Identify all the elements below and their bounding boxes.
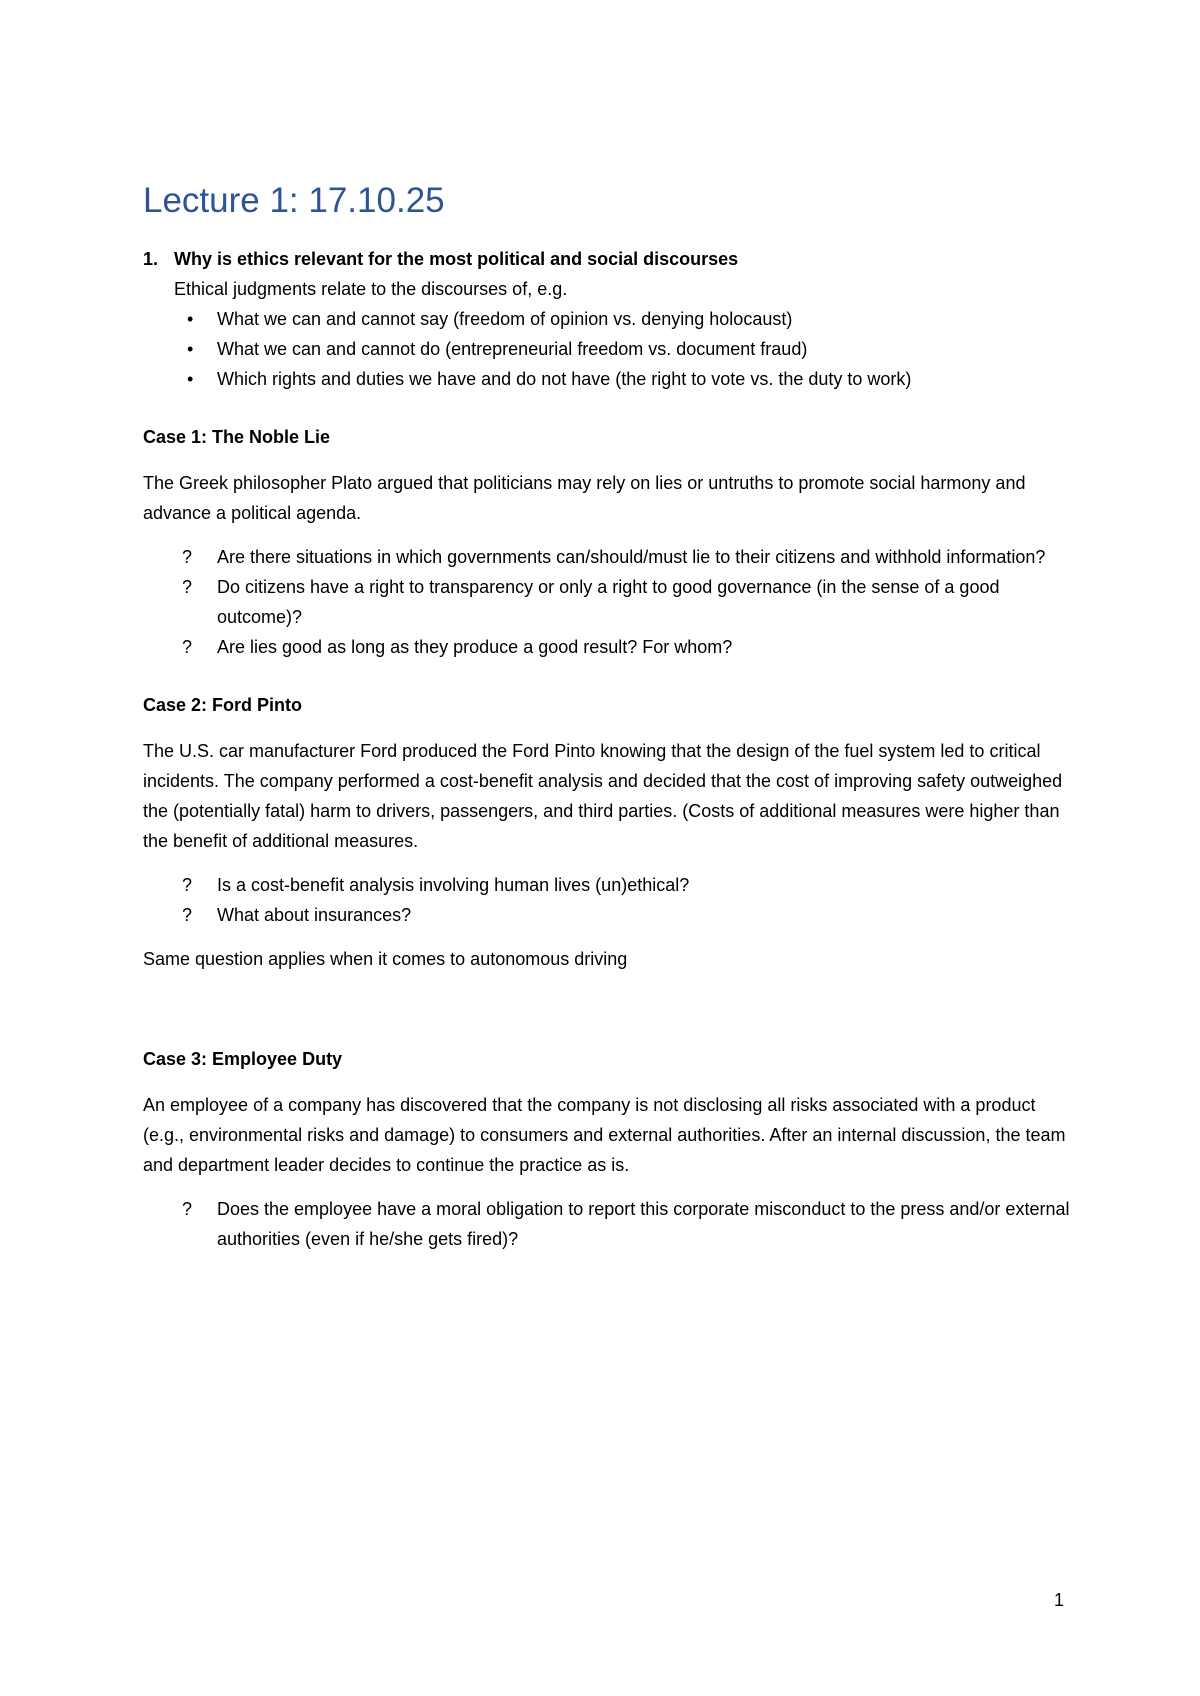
question-text: Does the employee have a moral obligation to report this corporate misconduct to the press and/or external authorities (even if he/she gets fired)? (217, 1199, 1070, 1249)
section-1-bullet-list (143, 304, 1073, 394)
question-text: Is a cost-benefit analysis involving human lives (un)ethical? (217, 875, 690, 895)
question-item (143, 572, 1073, 632)
case-1-heading: Case 1: The Noble Lie (143, 427, 331, 447)
question-text: What about insurances? (217, 905, 412, 925)
question-item (143, 1194, 1073, 1254)
question-text: Are there situations in which governments can/should/must lie to their citizens and withhold information? (217, 547, 1046, 567)
case-1-question-list (143, 542, 1073, 662)
question-text: Are lies good as long as they produce a good result? For whom? (217, 637, 733, 657)
page-title: Lecture 1: 17.10.25 (143, 181, 445, 220)
question-mark-icon: ? (182, 875, 193, 895)
question-mark-icon: ? (182, 577, 193, 597)
document-content (143, 180, 1073, 1268)
question-item (143, 900, 1073, 930)
question-text: Do citizens have a right to transparency or only a right to good governance (in the sense of a good outcome)? (217, 577, 1000, 627)
section-1-heading-row (143, 244, 1073, 304)
case-3-paragraph: An employee of a company has discovered that the company is not disclosing all risks associated with a product (e.g., environmental risks and damage) to consumers and external authorities. After an internal discussion, the team and department leader decides to continue the practice as is. (143, 1095, 1066, 1175)
case-3-heading: Case 3: Employee Duty (143, 1049, 343, 1069)
section-1-heading: Why is ethics relevant for the most political and social discourses (174, 249, 739, 269)
case-2-heading: Case 2: Ford Pinto (143, 695, 303, 715)
spacer (143, 988, 1073, 1016)
bullet-text: What we can and cannot do (entrepreneurial freedom vs. document fraud) (217, 339, 808, 359)
question-item (143, 632, 1073, 662)
case-3-question-list (143, 1194, 1073, 1254)
bullet-item (143, 364, 1073, 394)
case-2-paragraph: The U.S. car manufacturer Ford produced the Ford Pinto knowing that the design of the fuel system led to critical incidents. The company performed a cost-benefit analysis and decided that the cost of improving safety outweighed the (potentially fatal) harm to drivers, passengers, and third parties. (Costs of additional measures were higher than the benefit of additional measures. (143, 741, 1063, 851)
section-1 (143, 244, 1073, 1254)
question-mark-icon: ? (182, 1199, 193, 1219)
bullet-icon: • (187, 369, 194, 389)
case-1-paragraph: The Greek philosopher Plato argued that politicians may rely on lies or untruths to promote social harmony and advance a political agenda. (143, 473, 1026, 523)
bullet-item (143, 304, 1073, 334)
bullet-icon: • (187, 339, 194, 359)
question-mark-icon: ? (182, 905, 193, 925)
question-mark-icon: ? (182, 637, 193, 657)
section-1-intro: Ethical judgments relate to the discourses of, e.g. (174, 279, 568, 299)
case-2-closing: Same question applies when it comes to autonomous driving (143, 949, 628, 969)
bullet-text: What we can and cannot say (freedom of opinion vs. denying holocaust) (217, 309, 793, 329)
page-number: 1 (1053, 1590, 1064, 1610)
case-2-question-list (143, 870, 1073, 930)
section-1-number: 1. (143, 249, 159, 269)
bullet-text: Which rights and duties we have and do not have (the right to vote vs. the duty to work) (217, 369, 912, 389)
bullet-icon: • (187, 309, 194, 329)
question-mark-icon: ? (182, 547, 193, 567)
question-item (143, 542, 1073, 572)
bullet-item (143, 334, 1073, 364)
question-item (143, 870, 1073, 900)
